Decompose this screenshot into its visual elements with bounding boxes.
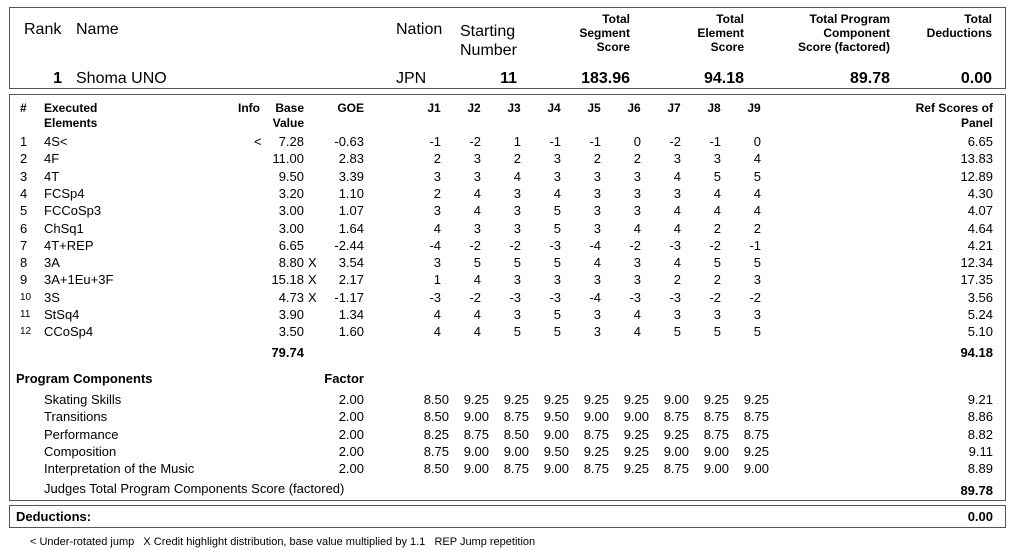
component-judge-score: 9.00 [703, 461, 729, 477]
element-row-num: 3 [20, 168, 28, 184]
judge-header-1: J1 [427, 101, 441, 115]
element-judge-score: 3 [673, 185, 681, 201]
element-judge-score: 4 [633, 324, 641, 340]
deductions-box [9, 505, 1006, 528]
element-judge-score: 4 [553, 185, 561, 201]
element-judge-score: 5 [753, 168, 761, 184]
component-judge-score: 9.50 [543, 443, 569, 459]
skater-tss: 183.96 [581, 70, 630, 87]
element-judge-score: 5 [513, 255, 521, 271]
element-base-value: 3.90 [278, 307, 304, 322]
element-goe: 1.07 [338, 203, 364, 219]
element-panel-score: 6.65 [967, 134, 993, 149]
element-goe: 1.60 [338, 324, 364, 340]
component-name: Performance [44, 426, 119, 442]
element-goe: 2.17 [338, 272, 364, 288]
element-judge-score: 3 [753, 272, 761, 288]
element-name: 3A [44, 255, 60, 271]
element-name: 3A+1Eu+3F [44, 272, 114, 288]
skater-nation: JPN [396, 70, 427, 87]
program-components-title: Program Components [16, 371, 153, 386]
element-base-value: 9.50 [278, 168, 304, 184]
judge-header-2: J2 [467, 101, 481, 115]
judge-header-7: J7 [667, 101, 681, 115]
element-judge-score: 4 [473, 324, 481, 340]
element-judge-score: -2 [709, 237, 721, 253]
component-judge-score: 9.25 [623, 443, 649, 459]
component-panel-score: 9.11 [968, 443, 993, 459]
element-row-num: 7 [20, 237, 28, 253]
component-judge-score: 8.75 [703, 409, 729, 425]
executed-header: Executed [44, 101, 98, 115]
element-row-num: 5 [20, 203, 28, 219]
name-header: Name [76, 21, 119, 38]
skater-starting-number: 11 [500, 70, 517, 87]
element-goe: 2.83 [338, 151, 364, 167]
pcs-total-label: Judges Total Program Components Score (factored) [44, 481, 345, 496]
element-bonus-marker: X [308, 272, 317, 288]
element-judge-score: 3 [713, 307, 721, 322]
component-judge-score: 9.25 [623, 392, 649, 407]
element-judge-score: 4 [433, 220, 441, 236]
element-base-value: 4.73 [278, 289, 304, 305]
component-judge-score: 8.50 [423, 392, 449, 407]
element-judge-score: 3 [553, 272, 561, 288]
element-panel-score: 4.64 [967, 220, 993, 236]
component-judge-score: 9.00 [743, 461, 769, 477]
element-judge-score: 5 [753, 255, 761, 271]
element-judge-score: 3 [473, 168, 481, 184]
element-panel-score: 3.56 [967, 289, 993, 305]
element-judge-score: 3 [673, 307, 681, 322]
element-judge-score: 3 [633, 255, 641, 271]
element-row-num: 8 [20, 255, 28, 271]
element-judge-score: -1 [709, 134, 721, 149]
skater-tes: 94.18 [703, 70, 744, 87]
value-header: Value [272, 116, 304, 130]
component-judge-score: 9.25 [623, 461, 649, 477]
element-judge-score: 3 [473, 220, 481, 236]
component-judge-score: 9.00 [503, 443, 529, 459]
element-judge-score: -2 [469, 134, 481, 149]
element-judge-score: -1 [749, 237, 761, 253]
element-panel-score: 5.10 [967, 324, 993, 340]
element-goe: 3.54 [338, 255, 364, 271]
skater-pcs: 89.78 [849, 70, 890, 87]
component-judge-score: 8.75 [663, 409, 689, 425]
component-judge-score: 8.75 [703, 426, 729, 442]
element-judge-score: 2 [593, 151, 601, 167]
info-header: Info [238, 101, 260, 115]
element-judge-score: -3 [629, 289, 641, 305]
element-name: FCCoSp3 [44, 203, 102, 219]
element-row-num: 12 [20, 326, 32, 338]
element-judge-score: -2 [629, 237, 641, 253]
component-panel-score: 8.86 [967, 409, 993, 425]
element-num-header: # [20, 101, 27, 115]
element-panel-score: 4.07 [967, 203, 993, 219]
component-judge-score: 8.75 [423, 443, 449, 459]
judge-header-6: J6 [627, 101, 641, 115]
judge-header-4: J4 [547, 101, 561, 115]
judge-header-8: J8 [707, 101, 721, 115]
element-panel-score: 4.21 [967, 237, 993, 253]
footnote-legend: < Under-rotated jump X Credit highlight distribution, base value multiplied by 1.1 REP Jump repetition [30, 536, 536, 548]
element-judge-score: -3 [669, 289, 681, 305]
element-judge-score: 4 [473, 185, 481, 201]
element-judge-score: 4 [713, 185, 721, 201]
element-goe: 1.34 [338, 307, 364, 322]
component-name: Interpretation of the Music [44, 461, 195, 477]
element-base-value: 3.50 [278, 324, 304, 340]
element-judge-score: 3 [633, 203, 641, 219]
element-row-num: 1 [20, 134, 28, 149]
element-judge-score: 3 [673, 151, 681, 167]
element-judge-score: 3 [593, 220, 601, 236]
element-base-value: 6.65 [278, 237, 304, 253]
element-goe: -0.63 [334, 134, 364, 149]
component-judge-score: 9.00 [663, 392, 689, 407]
element-judge-score: -2 [669, 134, 681, 149]
element-judge-score: 5 [713, 255, 721, 271]
component-factor: 2.00 [338, 443, 364, 459]
element-judge-score: 3 [593, 272, 601, 288]
element-judge-score: -3 [669, 237, 681, 253]
component-judge-score: 9.25 [743, 392, 769, 407]
nation-header: Nation [396, 21, 443, 38]
element-judge-score: 3 [593, 324, 601, 340]
element-info: < [254, 134, 262, 149]
component-judge-score: 8.75 [463, 426, 489, 442]
rank-header: Rank [24, 21, 62, 38]
element-base-value: 7.28 [278, 134, 304, 149]
element-judge-score: 3 [513, 220, 521, 236]
element-judge-score: 4 [433, 307, 441, 322]
element-bonus-marker: X [308, 289, 317, 305]
element-judge-score: 4 [513, 168, 521, 184]
component-judge-score: 8.75 [503, 461, 529, 477]
element-judge-score: 3 [513, 272, 521, 288]
component-judge-score: 8.75 [583, 426, 609, 442]
component-factor: 2.00 [338, 426, 364, 442]
base-header: Base [275, 101, 304, 115]
element-judge-score: 5 [553, 255, 561, 271]
total-element-score-header: Total Element Score [697, 12, 744, 54]
component-judge-score: 8.75 [583, 461, 609, 477]
component-judge-score: 9.00 [543, 461, 569, 477]
element-judge-score: -3 [549, 289, 561, 305]
component-judge-score: 9.00 [463, 443, 489, 459]
element-name: 3S [44, 289, 60, 305]
component-judge-score: 9.25 [743, 443, 769, 459]
element-base-value: 8.80 [278, 255, 304, 271]
component-judge-score: 8.75 [743, 409, 769, 425]
element-judge-score: 2 [713, 220, 721, 236]
element-judge-score: -2 [709, 289, 721, 305]
element-judge-score: 3 [433, 168, 441, 184]
element-judge-score: 4 [593, 255, 601, 271]
element-judge-score: -1 [589, 134, 601, 149]
element-judge-score: -2 [469, 289, 481, 305]
component-judge-score: 9.25 [583, 443, 609, 459]
element-judge-score: 3 [433, 203, 441, 219]
element-judge-score: 3 [753, 307, 761, 322]
element-panel-score: 17.35 [960, 272, 993, 288]
factor-header: Factor [324, 371, 364, 386]
element-judge-score: 3 [593, 307, 601, 322]
element-judge-score: 3 [593, 185, 601, 201]
element-judge-score: 4 [633, 220, 641, 236]
element-judge-score: 2 [433, 151, 441, 167]
element-judge-score: 5 [553, 203, 561, 219]
element-judge-score: 5 [673, 324, 681, 340]
element-judge-score: 3 [593, 203, 601, 219]
element-judge-score: 5 [473, 255, 481, 271]
element-judge-score: 3 [473, 151, 481, 167]
element-judge-score: 4 [473, 307, 481, 322]
element-goe: -1.17 [334, 289, 364, 305]
element-judge-score: 2 [633, 151, 641, 167]
skater-deductions: 0.00 [960, 70, 992, 87]
element-base-value: 11.00 [272, 151, 304, 167]
element-judge-score: 4 [673, 168, 681, 184]
element-row-num: 6 [20, 220, 28, 236]
element-judge-score: 3 [593, 168, 601, 184]
component-judge-score: 9.25 [583, 392, 609, 407]
skater-rank: 1 [53, 70, 62, 87]
component-judge-score: 8.25 [423, 426, 449, 442]
component-judge-score: 9.00 [583, 409, 609, 425]
element-judge-score: 5 [753, 324, 761, 340]
component-factor: 2.00 [338, 461, 364, 477]
component-name: Skating Skills [44, 392, 122, 407]
component-judge-score: 8.50 [503, 426, 529, 442]
element-row-num: 2 [20, 151, 28, 167]
element-judge-score: 0 [633, 134, 641, 149]
element-name: 4F [44, 151, 60, 167]
element-judge-score: -2 [469, 237, 481, 253]
component-judge-score: 8.75 [503, 409, 529, 425]
element-judge-score: 5 [553, 307, 561, 322]
element-judge-score: -1 [549, 134, 561, 149]
element-judge-score: -3 [429, 289, 441, 305]
element-judge-score: 4 [673, 220, 681, 236]
component-judge-score: 9.25 [663, 426, 689, 442]
element-row-num: 10 [20, 291, 32, 303]
element-judge-score: 3 [553, 151, 561, 167]
element-goe: -2.44 [334, 237, 364, 253]
component-judge-score: 9.00 [543, 426, 569, 442]
element-judge-score: -3 [549, 237, 561, 253]
judge-header-3: J3 [507, 101, 521, 115]
element-judge-score: 5 [713, 168, 721, 184]
element-name: StSq4 [44, 307, 80, 322]
element-judge-score: 2 [513, 151, 521, 167]
element-panel-score: 13.83 [960, 151, 993, 167]
element-panel-score: 5.24 [967, 307, 993, 322]
element-name: 4S< [44, 134, 68, 149]
panel-header: Panel [960, 116, 993, 130]
element-panel-score: 12.34 [960, 255, 993, 271]
element-row-num: 4 [20, 185, 28, 201]
element-judge-score: 4 [473, 272, 481, 288]
component-panel-score: 9.21 [967, 392, 993, 407]
total-pcs-header: Total Program Component Score (factored) [797, 12, 890, 54]
element-judge-score: 2 [433, 185, 441, 201]
element-name: ChSq1 [44, 220, 84, 236]
element-judge-score: 4 [473, 203, 481, 219]
element-judge-score: 3 [513, 185, 521, 201]
elements-header: Elements [44, 116, 98, 130]
element-judge-score: 5 [713, 324, 721, 340]
pcs-total-value: 89.78 [960, 483, 993, 498]
deductions-label: Deductions: [16, 509, 92, 524]
element-judge-score: 2 [673, 272, 681, 288]
element-judge-score: 2 [753, 220, 761, 236]
element-judge-score: 3 [633, 272, 641, 288]
element-judge-score: 4 [753, 185, 761, 201]
element-row-num: 9 [20, 272, 28, 288]
component-judge-score: 9.00 [703, 443, 729, 459]
element-judge-score: 4 [433, 324, 441, 340]
deductions-value: 0.00 [967, 509, 993, 524]
element-panel-score: 4.30 [967, 185, 993, 201]
component-name: Composition [44, 443, 117, 459]
element-judge-score: -4 [589, 289, 601, 305]
component-factor: 2.00 [338, 392, 364, 407]
element-judge-score: 3 [633, 185, 641, 201]
component-factor: 2.00 [338, 409, 364, 425]
starting-number-header: Starting Number [460, 23, 517, 59]
component-judge-score: 9.25 [543, 392, 569, 407]
element-judge-score: 4 [753, 151, 761, 167]
element-base-value: 3.20 [278, 185, 304, 201]
goe-header: GOE [337, 101, 364, 115]
judge-header-5: J5 [587, 101, 601, 115]
element-judge-score: 1 [433, 272, 441, 288]
element-base-value: 15.18 [271, 272, 304, 288]
element-judge-score: 4 [753, 203, 761, 219]
element-judge-score: -2 [509, 237, 521, 253]
element-judge-score: 3 [713, 151, 721, 167]
total-deductions-header: Total Deductions [926, 12, 992, 40]
base-value-total: 79.74 [271, 345, 304, 360]
component-judge-score: 8.50 [423, 409, 449, 425]
element-row-num: 11 [20, 309, 31, 320]
element-judge-score: 1 [513, 134, 521, 149]
component-judge-score: 9.25 [463, 392, 489, 407]
judge-header-9: J9 [747, 101, 761, 115]
element-judge-score: 5 [553, 220, 561, 236]
component-judge-score: 9.25 [703, 392, 729, 407]
element-name: FCSp4 [44, 185, 85, 201]
component-judge-score: 9.50 [543, 409, 569, 425]
component-judge-score: 8.50 [423, 461, 449, 477]
element-name: 4T [44, 168, 60, 184]
element-base-value: 3.00 [278, 203, 304, 219]
element-judge-score: 3 [513, 307, 521, 322]
component-judge-score: 9.00 [463, 409, 489, 425]
component-judge-score: 8.75 [743, 426, 769, 442]
element-name: 4T+REP [44, 237, 94, 253]
element-panel-score: 12.89 [960, 168, 993, 184]
element-judge-score: -1 [429, 134, 441, 149]
total-segment-score-header: Total Segment Score [579, 12, 630, 54]
component-judge-score: 8.75 [663, 461, 689, 477]
element-judge-score: 4 [673, 255, 681, 271]
ref-scores-header: Ref Scores of [915, 101, 993, 115]
element-judge-score: 3 [553, 168, 561, 184]
component-judge-score: 9.00 [663, 443, 689, 459]
element-judge-score: 3 [633, 168, 641, 184]
skater-name: Shoma UNO [76, 70, 167, 87]
element-name: CCoSp4 [44, 324, 94, 340]
element-judge-score: -3 [509, 289, 521, 305]
element-goe: 1.10 [338, 185, 364, 201]
element-base-value: 3.00 [278, 220, 304, 236]
element-judge-score: 4 [713, 203, 721, 219]
element-goe: 3.39 [338, 168, 364, 184]
element-judge-score: 5 [513, 324, 521, 340]
component-name: Transitions [44, 409, 108, 425]
element-judge-score: 4 [673, 203, 681, 219]
element-judge-score: 0 [753, 134, 761, 149]
component-judge-score: 9.00 [463, 461, 489, 477]
element-judge-score: 4 [633, 307, 641, 322]
component-judge-score: 9.00 [623, 409, 649, 425]
element-goe: 1.64 [338, 220, 364, 236]
element-judge-score: -4 [429, 237, 441, 253]
element-judge-score: 3 [433, 255, 441, 271]
component-judge-score: 9.25 [503, 392, 529, 407]
element-score-total: 94.18 [960, 345, 993, 360]
element-judge-score: -4 [589, 237, 601, 253]
component-panel-score: 8.82 [967, 426, 993, 442]
element-bonus-marker: X [308, 255, 317, 271]
component-panel-score: 8.89 [967, 461, 993, 477]
component-judge-score: 9.25 [623, 426, 649, 442]
element-judge-score: 5 [553, 324, 561, 340]
element-judge-score: 3 [513, 203, 521, 219]
element-judge-score: -2 [749, 289, 761, 305]
element-judge-score: 2 [713, 272, 721, 288]
